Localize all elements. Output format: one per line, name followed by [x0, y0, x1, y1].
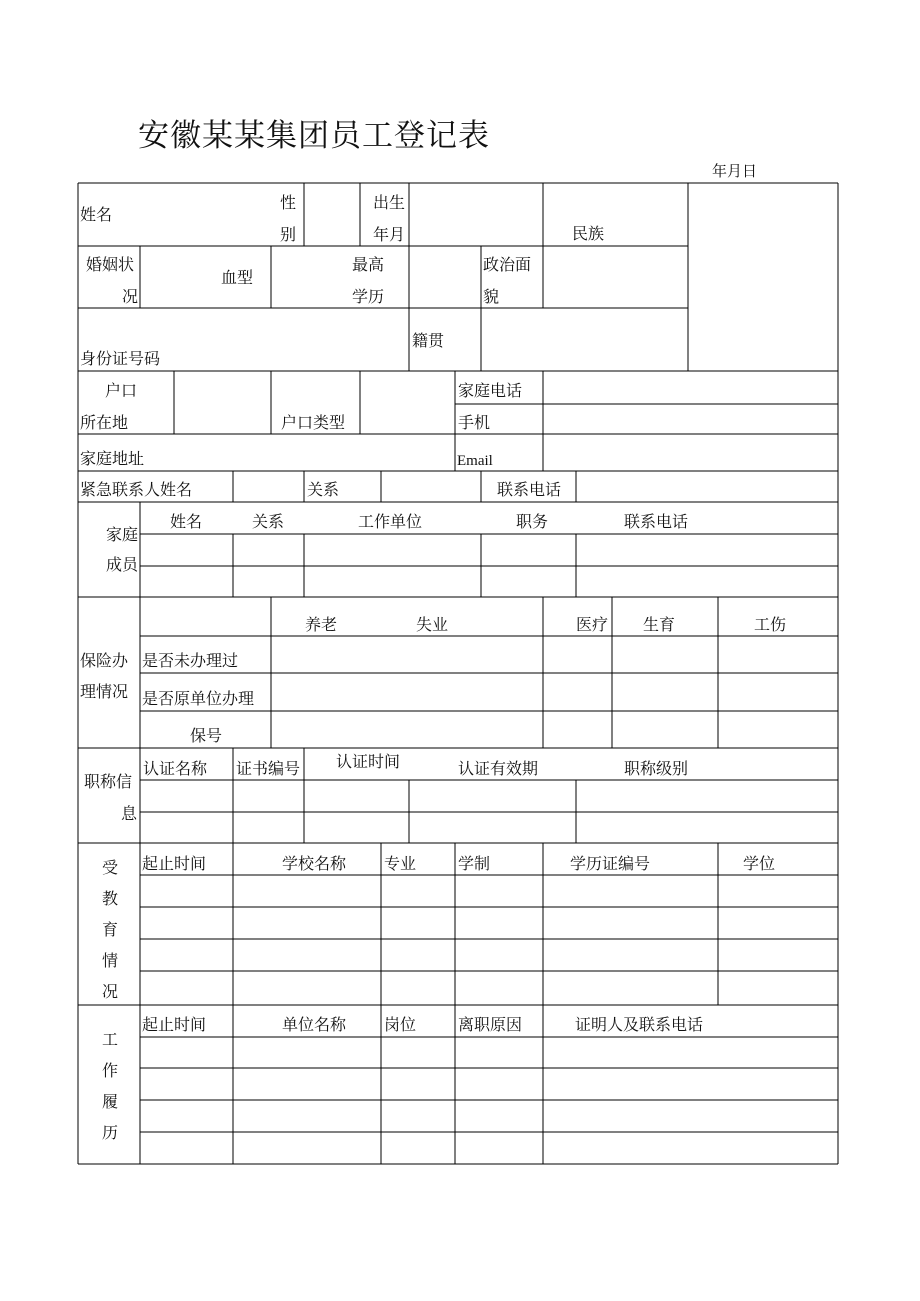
titles-header-cert-validity: 认证有效期	[458, 759, 539, 778]
family-header-employer: 工作单位	[358, 512, 423, 531]
work-header-period: 起止时间	[142, 1015, 207, 1034]
titles-header-cert-number: 证书编号	[236, 760, 301, 778]
emergency-phone-label: 联系电话	[497, 480, 562, 499]
insurance-type-maternity: 生育	[643, 615, 676, 634]
insurance-label-line2: 理情况	[80, 682, 129, 701]
insurance-row-previous-employer: 是否原单位办理	[142, 689, 255, 708]
gender-label-line1: 性	[280, 193, 297, 212]
work-header-employer: 单位名称	[282, 1015, 347, 1034]
id-number-label: 身份证号码	[80, 349, 161, 368]
insurance-row-not-processed: 是否未办理过	[142, 651, 239, 670]
insurance-label-line1: 保险办	[80, 651, 129, 670]
education-level-label-line2: 学历	[352, 287, 385, 306]
birth-label-line1: 出生	[373, 193, 406, 212]
insurance-type-injury: 工伤	[754, 615, 787, 634]
home-phone-label: 家庭电话	[458, 381, 523, 400]
education-header-duration: 学制	[458, 854, 491, 873]
marital-label-line2: 况	[122, 287, 139, 306]
insurance-row-insurance-number: 保号	[190, 726, 223, 745]
titles-label-line2: 息	[121, 804, 138, 823]
insurance-type-unemployment: 失业	[416, 615, 449, 634]
political-label-line2: 貌	[483, 287, 500, 306]
mobile-label: 手机	[458, 413, 491, 432]
work-header-leave-reason: 离职原因	[458, 1015, 523, 1034]
emergency-name-label: 紧急联系人姓名	[80, 480, 193, 499]
name-label: 姓名	[80, 205, 113, 224]
insurance-type-pension: 养老	[305, 615, 338, 634]
work-section-label: 工作履历	[101, 1030, 118, 1142]
hukou-label-line2: 所在地	[80, 413, 129, 432]
emergency-relation-label: 关系	[307, 480, 340, 499]
work-header-position: 岗位	[384, 1015, 417, 1034]
education-header-diploma-number: 学历证编号	[570, 854, 651, 873]
native-place-label: 籍贯	[412, 331, 445, 350]
form-title: 安徽某某集团员工登记表	[138, 118, 490, 154]
education-header-period: 起止时间	[142, 854, 207, 873]
education-header-degree: 学位	[743, 854, 776, 873]
titles-header-cert-date: 认证时间	[336, 753, 401, 771]
blood-type-label: 血型	[221, 268, 254, 287]
political-label-line1: 政治面	[483, 255, 532, 274]
date-label: 年月日	[712, 162, 758, 180]
email-label: Email	[457, 453, 493, 469]
education-section-label: 受教育情况	[101, 858, 118, 1001]
gender-label-line2: 别	[280, 225, 297, 244]
birth-label-line2: 年月	[373, 225, 406, 244]
hukou-type-label: 户口类型	[281, 413, 346, 432]
ethnicity-label: 民族	[572, 224, 605, 243]
titles-header-cert-name: 认证名称	[143, 759, 208, 778]
family-header-position: 职务	[516, 512, 549, 531]
work-header-reference: 证明人及联系电话	[575, 1015, 704, 1034]
marital-label-line1: 婚姻状	[86, 255, 135, 274]
family-header-name: 姓名	[170, 512, 203, 531]
family-header-phone: 联系电话	[624, 512, 689, 531]
titles-header-title-level: 职称级别	[624, 759, 689, 778]
titles-label-line1: 职称信	[84, 772, 133, 791]
home-address-label: 家庭地址	[80, 449, 145, 468]
education-header-major: 专业	[384, 854, 417, 873]
insurance-type-medical: 医疗	[576, 615, 609, 634]
education-header-school: 学校名称	[282, 854, 347, 873]
family-section-label: 家庭成员	[106, 525, 139, 574]
family-header-relation: 关系	[252, 512, 285, 531]
education-level-label-line1: 最高	[352, 255, 385, 274]
hukou-label-line1: 户口	[105, 381, 138, 400]
